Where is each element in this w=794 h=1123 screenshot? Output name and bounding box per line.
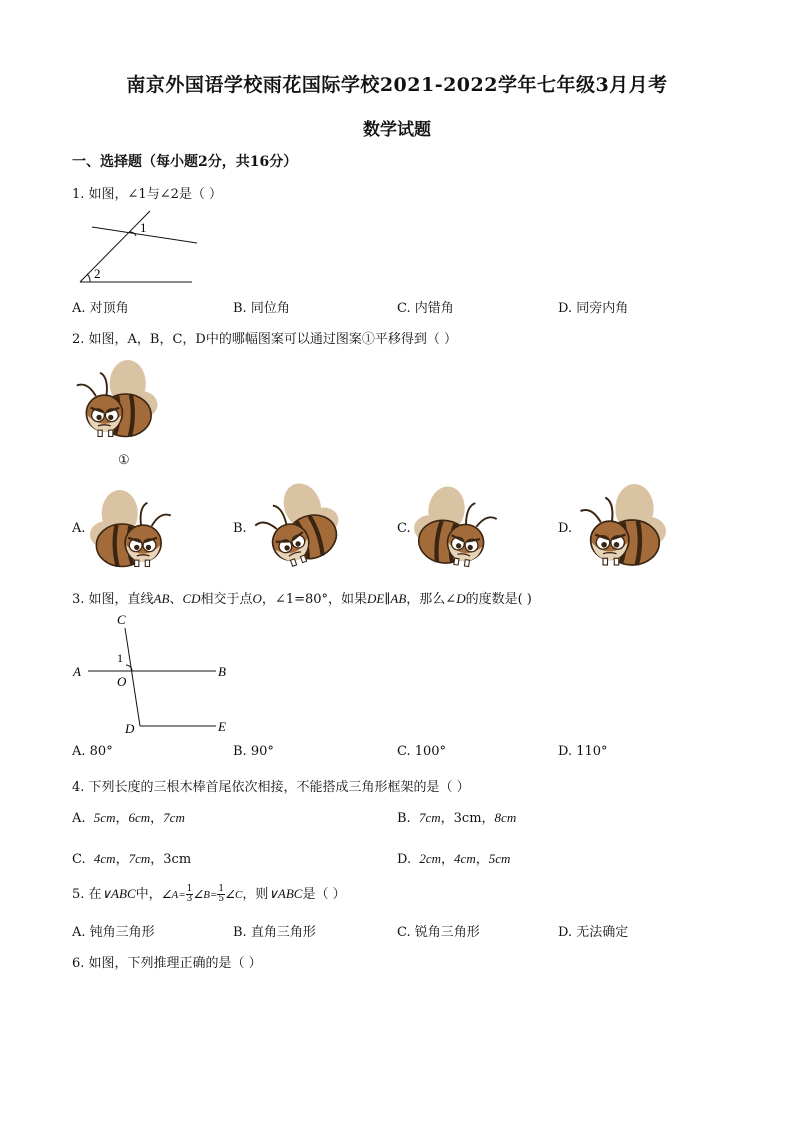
point-c-label: C xyxy=(117,612,126,627)
q3-option-a[interactable]: A. 80° xyxy=(72,744,113,759)
q3-option-b[interactable]: B. 90° xyxy=(233,744,274,759)
q5-option-d[interactable]: D. 无法确定 xyxy=(558,925,629,940)
q3-option-d[interactable]: D. 110° xyxy=(558,744,608,759)
section-heading: 一、选择题（每小题2分，共16分） xyxy=(72,154,298,170)
q4-option-b[interactable]: B. 7cm，3cm，8cm xyxy=(397,810,517,826)
bee-figure-label: ① xyxy=(118,453,130,468)
bee-option-d xyxy=(576,484,666,574)
q1-option-d[interactable]: D. 同旁内角 xyxy=(558,301,629,316)
q4-option-d[interactable]: D. 2cm，4cm，5cm xyxy=(397,851,511,867)
q1-option-a[interactable]: A. 对顶角 xyxy=(72,301,129,316)
question-4-text: 4. 下列长度的三根木棒首尾依次相接，不能搭成三角形框架的是（ ） xyxy=(72,780,470,795)
question-3-figure xyxy=(70,610,240,740)
question-5-text: 5. 在∨ABC中，∠A= $\frac{1}{3}$ ∠B= $\frac{1}{5}$ ∠C，则∨ABC是（ ） xyxy=(72,884,346,904)
angle-1-label: 1 xyxy=(117,651,123,665)
q4-option-c[interactable]: C. 4cm，7cm，3cm xyxy=(72,851,192,867)
point-d-label: D xyxy=(125,721,135,736)
q2-option-d[interactable]: D. xyxy=(558,521,573,536)
bee-option-a xyxy=(90,490,175,575)
point-a-label: A xyxy=(73,664,81,679)
q5-option-c[interactable]: C. 锐角三角形 xyxy=(397,925,480,940)
question-2-text: 2. 如图，A，B，C，D中的哪幅图案可以通过图案①平移得到（ ） xyxy=(72,332,457,347)
page-subtitle: 数学试题 xyxy=(363,120,431,140)
bee-figure-original xyxy=(70,360,160,445)
question-6-text: 6. 如图，下列推理正确的是（ ） xyxy=(72,956,262,971)
q2-option-a[interactable]: A. xyxy=(72,521,86,536)
question-1-text: 1. 如图，∠1与∠2是（ ） xyxy=(72,187,222,202)
q2-option-b[interactable]: B. xyxy=(233,521,247,536)
angle-1-label: 1 xyxy=(140,220,147,235)
angle-2-label: 2 xyxy=(94,266,101,281)
bee-option-c xyxy=(414,488,499,573)
point-o-label: O xyxy=(117,674,127,689)
point-b-label: B xyxy=(218,664,226,679)
q1-option-c[interactable]: C. 内错角 xyxy=(397,301,454,316)
bee-option-b xyxy=(252,486,342,571)
q5-option-a[interactable]: A. 钝角三角形 xyxy=(72,925,155,940)
q1-option-b[interactable]: B. 同位角 xyxy=(233,301,290,316)
q4-option-a[interactable]: A. 5cm，6cm，7cm xyxy=(72,810,185,826)
q5-option-b[interactable]: B. 直角三角形 xyxy=(233,925,316,940)
question-1-figure xyxy=(78,210,198,290)
page-title: 南京外国语学校雨花国际学校2021-2022学年七年级3月月考 xyxy=(126,74,668,96)
q2-option-c[interactable]: C. xyxy=(397,521,411,536)
point-e-label: E xyxy=(218,719,226,734)
q3-option-c[interactable]: C. 100° xyxy=(397,744,447,759)
question-3-text: 3. 如图，直线AB、CD相交于点O，∠1=80°，如果DE∥AB，那么∠D的度数是( ) xyxy=(72,591,532,607)
